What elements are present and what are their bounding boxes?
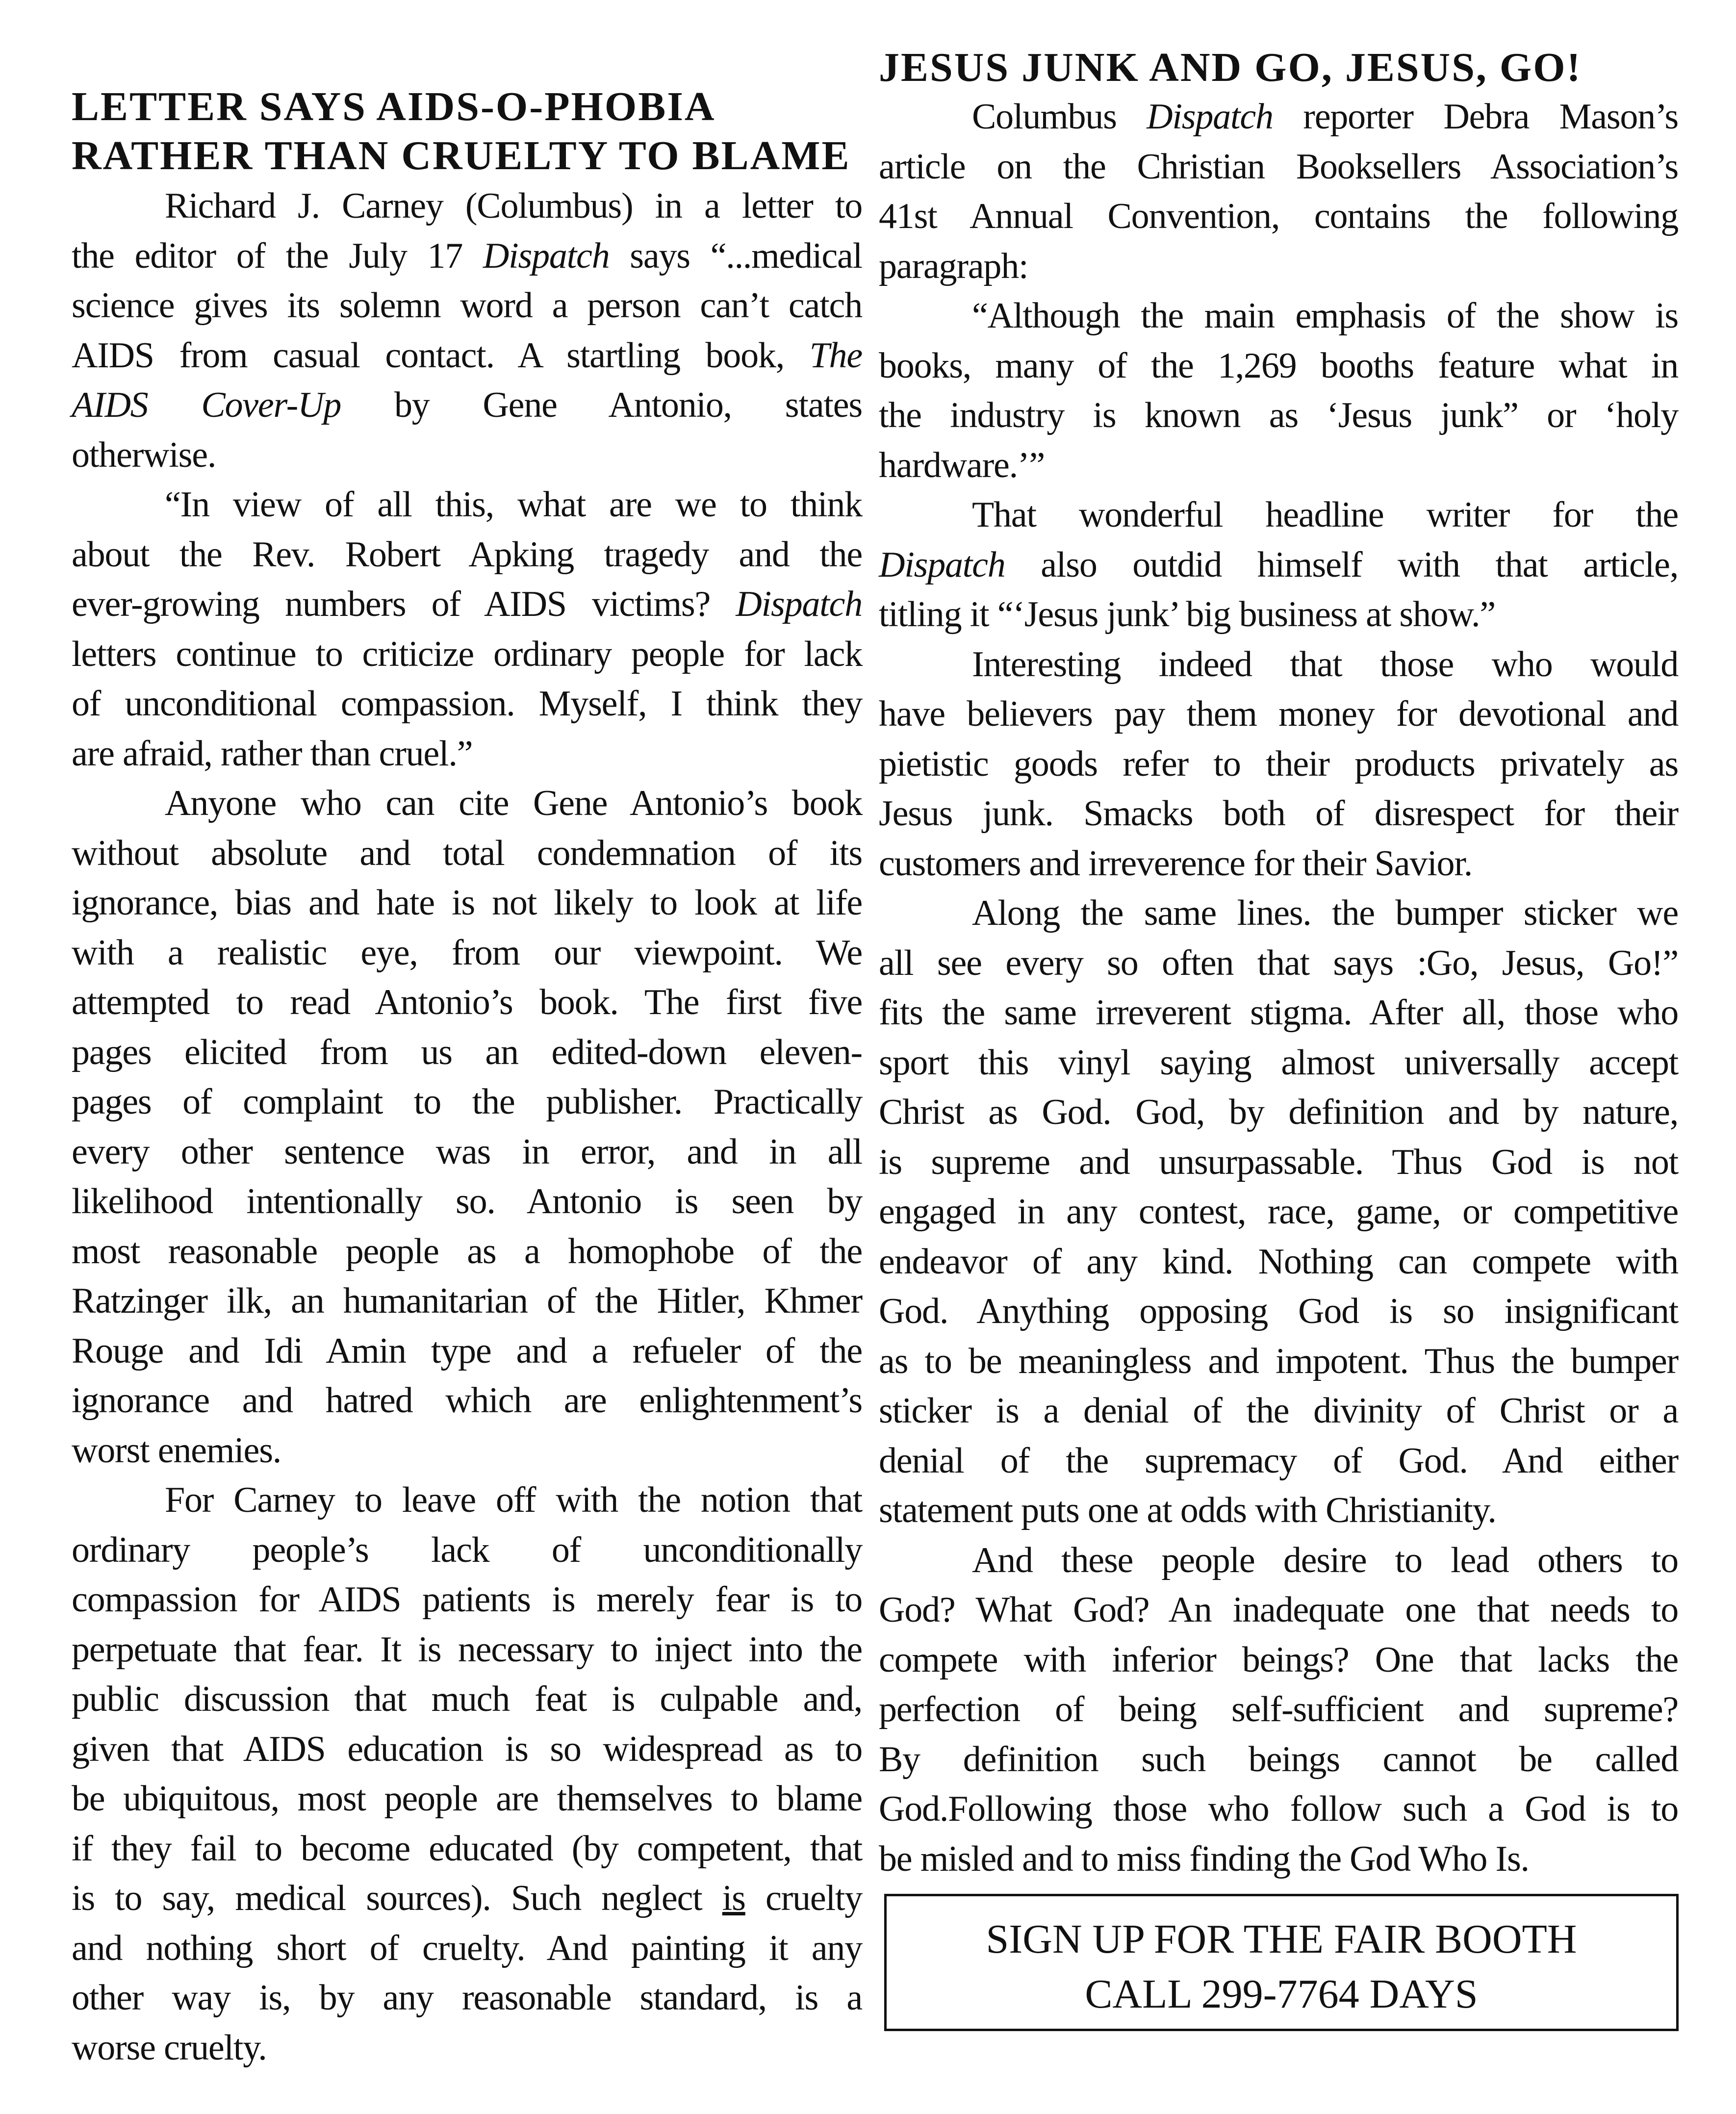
text-run: books, many of the 1,269 booths feature what in xyxy=(879,345,1678,386)
text-run: “Although the main emphasis of the show is xyxy=(972,296,1678,336)
text-run: otherwise. xyxy=(72,434,216,475)
article-headline xyxy=(72,82,851,180)
text-line xyxy=(72,679,862,729)
text-run: given that AIDS education is so widespread as to xyxy=(72,1729,862,1769)
text-run: ordinary people’s lack of unconditionally xyxy=(72,1529,862,1570)
text-run: pages elicited from us an edited-down eleven- xyxy=(72,1032,862,1072)
notice-phone-text: CALL 299-7764 DAYS xyxy=(1085,1971,1478,2017)
text-run: be misled and to miss finding the God Who Is. xyxy=(879,1838,1529,1879)
text-run: Columbus xyxy=(972,97,1147,137)
text-line xyxy=(72,281,862,331)
italic-title: Dispatch xyxy=(736,584,862,624)
text-line xyxy=(879,1287,1678,1337)
text-run: worst enemies. xyxy=(72,1430,281,1471)
text-run: are afraid, rather than cruel.” xyxy=(72,733,473,774)
text-line xyxy=(879,1187,1678,1237)
headline-line: JESUS JUNK AND GO, JESUS, GO! xyxy=(879,45,1582,90)
text-line xyxy=(72,580,862,630)
text-run: is to say, medical sources). Such neglect xyxy=(72,1878,722,1918)
text-line xyxy=(72,779,862,829)
italic-title: Dispatch xyxy=(879,544,1005,585)
text-line xyxy=(72,1127,862,1177)
text-run: letters continue to criticize ordinary people for lack xyxy=(72,634,862,674)
text-line xyxy=(879,291,1678,341)
text-run: article on the Christian Booksellers Association’s xyxy=(879,146,1678,187)
text-line xyxy=(879,192,1678,242)
text-run: likelihood intentionally so. Antonio is seen by xyxy=(72,1181,862,1222)
text-line xyxy=(72,729,862,779)
text-line xyxy=(879,1386,1678,1436)
text-line xyxy=(72,1077,862,1127)
text-line xyxy=(72,331,862,381)
text-line xyxy=(879,490,1678,540)
italic-title: The xyxy=(809,335,862,376)
text-line xyxy=(879,242,1678,292)
text-line xyxy=(72,1177,862,1227)
text-line xyxy=(72,1575,862,1625)
text-line xyxy=(72,231,862,281)
article-headline xyxy=(879,43,1582,92)
text-line xyxy=(72,978,862,1028)
text-run: And these people desire to lead others to xyxy=(972,1540,1678,1580)
text-line xyxy=(72,1028,862,1078)
text-run: have believers pay them money for devotional and xyxy=(879,694,1678,734)
text-run: endeavor of any kind. Nothing can compete with xyxy=(879,1241,1678,1282)
text-run: “In view of all this, what are we to think xyxy=(165,484,862,525)
text-run: with a realistic eye, from our viewpoint. We xyxy=(72,932,862,973)
text-run: as to be meaningless and impotent. Thus the bumper xyxy=(879,1341,1678,1381)
text-run: by Gene Antonio, states xyxy=(341,385,862,425)
text-line xyxy=(72,480,862,530)
text-line xyxy=(72,1526,862,1576)
text-line xyxy=(72,1326,862,1376)
text-run: is supreme and unsurpassable. Thus God is not xyxy=(879,1142,1678,1182)
text-line xyxy=(879,988,1678,1038)
text-run: Along the same lines. the bumper sticker we xyxy=(972,893,1678,933)
text-line xyxy=(72,1824,862,1874)
italic-title: Dispatch xyxy=(1147,97,1273,137)
text-line xyxy=(879,1735,1678,1785)
text-line xyxy=(879,1834,1678,1885)
article-body xyxy=(879,92,1678,1884)
text-run: God. Anything opposing God is so insignificant xyxy=(879,1291,1678,1331)
text-line xyxy=(879,1337,1678,1387)
text-line xyxy=(879,142,1678,192)
text-line xyxy=(72,1774,862,1824)
text-line xyxy=(879,540,1678,590)
text-line xyxy=(879,1138,1678,1188)
text-line xyxy=(72,1625,862,1675)
text-run: reporter Debra Mason’s xyxy=(1273,97,1678,137)
text-run: Rouge and Idi Amin type and a refueler of the xyxy=(72,1330,862,1371)
italic-title: Dispatch xyxy=(483,235,610,276)
text-line xyxy=(879,689,1678,739)
text-run: perpetuate that fear. It is necessary to inject into the xyxy=(72,1629,862,1670)
text-run: compassion for AIDS patients is merely fear is to xyxy=(72,1579,862,1620)
text-line xyxy=(72,630,862,680)
text-run: Interesting indeed that those who would xyxy=(972,644,1678,685)
text-line xyxy=(879,1685,1678,1735)
text-run: Ratzinger ilk, an humanitarian of the Hitler, Khmer xyxy=(72,1281,862,1321)
text-line xyxy=(72,1973,862,2023)
fair-booth-notice-box xyxy=(884,1894,1679,2031)
text-run: attempted to read Antonio’s book. The first five xyxy=(72,982,862,1022)
text-run: and nothing short of cruelty. And painting it any xyxy=(72,1928,862,1968)
text-line xyxy=(72,1874,862,1924)
text-run: pages of complaint to the publisher. Practically xyxy=(72,1082,862,1122)
text-run: sticker is a denial of the divinity of Christ or a xyxy=(879,1391,1678,1431)
text-line xyxy=(72,381,862,431)
text-line xyxy=(72,2023,862,2073)
text-line xyxy=(879,92,1678,142)
text-run: titling it “‘Jesus junk’ big business at show.” xyxy=(879,594,1495,635)
text-run: the editor of the July 17 xyxy=(72,235,483,276)
text-run: Christ as God. God, by definition and by nature, xyxy=(879,1092,1678,1132)
text-run: God? What God? An inadequate one that needs to xyxy=(879,1590,1678,1630)
text-run: most reasonable people as a homophobe of the xyxy=(72,1231,862,1272)
text-run: For Carney to leave off with the notion that xyxy=(165,1480,862,1520)
text-line xyxy=(72,1725,862,1775)
text-run: be ubiquitous, most people are themselves to blame xyxy=(72,1779,862,1819)
text-line xyxy=(72,1227,862,1277)
text-run: every other sentence was in error, and in all xyxy=(72,1131,862,1172)
text-line xyxy=(879,739,1678,790)
text-run: compete with inferior beings? One that lacks the xyxy=(879,1639,1678,1680)
text-run: without absolute and total condemnation of its xyxy=(72,833,862,873)
text-run: if they fail to become educated (by competent, that xyxy=(72,1828,862,1869)
text-line xyxy=(879,1635,1678,1685)
text-run: the industry is known as ‘Jesus junk” or ‘holy xyxy=(879,395,1678,435)
text-line xyxy=(879,590,1678,640)
text-line xyxy=(879,1536,1678,1586)
text-run: also outdid himself with that article, xyxy=(1005,544,1678,585)
text-run: perfection of being self-sufficient and supreme? xyxy=(879,1689,1678,1730)
text-run: sport this vinyl saying almost universally accept xyxy=(879,1042,1678,1083)
text-run: public discussion that much feat is culpable and, xyxy=(72,1679,862,1719)
text-run: worse cruelty. xyxy=(72,2027,267,2068)
text-line xyxy=(72,1276,862,1326)
text-run: other way is, by any reasonable standard, is a xyxy=(72,1978,862,2018)
text-run: pietistic goods refer to their products privately as xyxy=(879,743,1678,784)
text-run: Richard J. Carney (Columbus) in a letter to xyxy=(165,186,862,226)
text-run: denial of the supremacy of God. And either xyxy=(879,1440,1678,1481)
text-run: paragraph: xyxy=(879,246,1028,286)
text-run: says “...medical xyxy=(609,235,862,276)
text-run: AIDS from casual contact. A startling book, xyxy=(72,335,810,376)
text-run: 41st Annual Convention, contains the following xyxy=(879,196,1678,236)
italic-title: AIDS Cover-Up xyxy=(72,385,341,425)
text-line xyxy=(879,640,1678,690)
text-run: God.Following those who follow such a God is to xyxy=(879,1789,1678,1829)
text-line xyxy=(879,889,1678,939)
article-body xyxy=(72,181,862,2073)
text-line xyxy=(72,530,862,580)
text-run: statement puts one at odds with Christianity. xyxy=(879,1490,1496,1530)
text-run: science gives its solemn word a person can’t catch xyxy=(72,285,862,326)
text-line xyxy=(879,341,1678,391)
text-line xyxy=(72,928,862,978)
underlined-emphasis: is xyxy=(722,1878,745,1918)
text-run: By definition such beings cannot be called xyxy=(879,1739,1678,1780)
text-line xyxy=(72,829,862,879)
text-line xyxy=(72,1426,862,1476)
text-run: fits the same irreverent stigma. After all, those who xyxy=(879,993,1678,1033)
text-line xyxy=(879,1088,1678,1138)
text-run: ignorance, bias and hate is not likely to look at life xyxy=(72,883,862,923)
text-run: That wonderful headline writer for the xyxy=(972,495,1678,535)
text-run: Anyone who can cite Gene Antonio’s book xyxy=(165,783,862,823)
text-line xyxy=(879,1784,1678,1834)
headline-line: LETTER SAYS AIDS-O-PHOBIA xyxy=(72,84,716,129)
text-line xyxy=(72,1476,862,1526)
text-line xyxy=(72,878,862,928)
text-run: Jesus junk. Smacks both of disrespect for their xyxy=(879,793,1678,834)
text-line xyxy=(879,441,1678,491)
text-run: engaged in any contest, race, game, or competitive xyxy=(879,1192,1678,1232)
text-line xyxy=(72,431,862,481)
text-line xyxy=(72,1376,862,1426)
text-line xyxy=(72,181,862,231)
text-run: ever-growing numbers of AIDS victims? xyxy=(72,584,736,624)
text-line xyxy=(879,1038,1678,1088)
text-line xyxy=(879,939,1678,989)
text-run: cruelty xyxy=(745,1878,862,1918)
text-run: all see every so often that says :Go, Jesus, Go!” xyxy=(879,942,1678,983)
text-run: of unconditional compassion. Myself, I think they xyxy=(72,684,862,724)
text-line xyxy=(879,391,1678,441)
headline-line: RATHER THAN CRUELTY TO BLAME xyxy=(72,133,851,178)
text-line xyxy=(879,1237,1678,1287)
text-run: customers and irreverence for their Savior. xyxy=(879,843,1473,884)
text-run: ignorance and hatred which are enlightenment’s xyxy=(72,1380,862,1421)
text-line xyxy=(879,1486,1678,1536)
text-line xyxy=(72,1924,862,1974)
text-line xyxy=(879,1585,1678,1635)
text-run: about the Rev. Robert Apking tragedy and the xyxy=(72,534,862,575)
text-line xyxy=(879,839,1678,889)
notice-signup-text: SIGN UP FOR THE FAIR BOOTH xyxy=(986,1916,1577,1962)
text-line xyxy=(879,1436,1678,1486)
text-line xyxy=(879,789,1678,839)
text-line xyxy=(72,1675,862,1725)
text-run: hardware.’” xyxy=(879,445,1045,485)
